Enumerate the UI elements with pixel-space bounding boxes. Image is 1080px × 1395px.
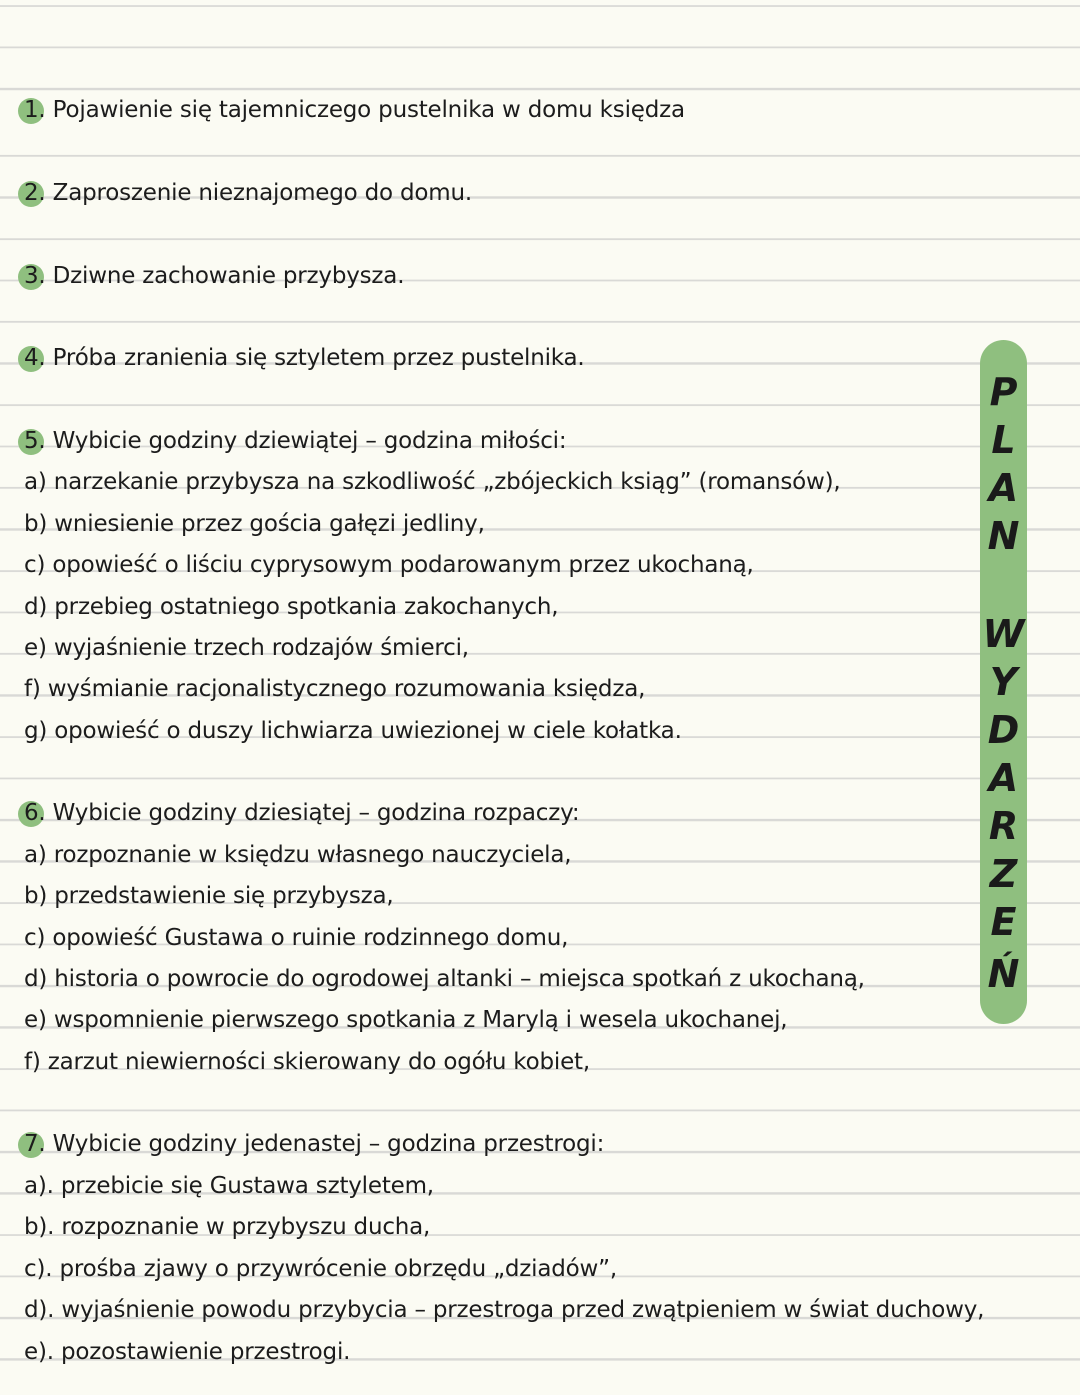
banner-letter: Y (989, 660, 1018, 704)
list-item: b) wniesienie przez gościa gałęzi jedliny, (24, 511, 485, 537)
banner-letter: Ń (987, 952, 1020, 996)
list-item: a). przebicie się Gustawa sztyletem, (24, 1173, 434, 1199)
section-text: Pojawienie się tajemniczego pustelnika w domu księdza (52, 97, 685, 123)
banner-letter: R (988, 804, 1019, 848)
list-item: g) opowieść o duszy lichwiarza uwiezionej w ciele kołatka. (24, 718, 682, 744)
section-text: Próba zranienia się sztyletem przez pustelnika. (52, 345, 585, 371)
list-item: a) narzekanie przybysza na szkodliwość „zbójeckich ksiąg” (romansów), (24, 469, 841, 495)
section-text: Wybicie godziny dziesiątej – godzina rozpaczy: (52, 800, 580, 826)
section-6-heading (24, 795, 579, 831)
section-number-badge: 2. (24, 175, 46, 211)
banner-letter: L (991, 418, 1016, 462)
banner-letter: D (987, 708, 1020, 752)
list-item: e). pozostawienie przestrogi. (24, 1339, 351, 1365)
section-text: Zaproszenie nieznajomego do domu. (52, 180, 472, 206)
section-number-badge: 3. (24, 258, 46, 294)
banner-letter: P (989, 370, 1018, 414)
section-4-heading (24, 340, 585, 376)
list-item: c). prośba zjawy o przywrócenie obrzędu „dziadów”, (24, 1256, 617, 1282)
section-text: Wybicie godziny dziewiątej – godzina miłości: (52, 428, 567, 454)
list-item: d) historia o powrocie do ogrodowej altanki – miejsca spotkań z ukochaną, (24, 966, 865, 992)
section-text: Dziwne zachowanie przybysza. (52, 263, 405, 289)
banner-letter: W (982, 612, 1025, 656)
list-item: e) wspomnienie pierwszego spotkania z Marylą i wesela ukochanej, (24, 1007, 788, 1033)
list-item: e) wyjaśnienie trzech rodzajów śmierci, (24, 635, 469, 661)
list-item: b) przedstawienie się przybysza, (24, 883, 394, 909)
banner-letter: A (988, 466, 1019, 510)
section-2-heading (24, 175, 472, 211)
banner-letter: A (988, 756, 1019, 800)
vertical-title-banner (980, 340, 1027, 1024)
section-number-badge: 4. (24, 340, 46, 376)
list-item: c) opowieść o liściu cyprysowym podarowanym przez ukochaną, (24, 552, 754, 578)
list-item: d). wyjaśnienie powodu przybycia – przestroga przed zwątpieniem w świat duchowy, (24, 1297, 985, 1323)
section-1-heading (24, 92, 685, 128)
list-item: f) zarzut niewierności skierowany do ogółu kobiet, (24, 1049, 590, 1075)
section-text: Wybicie godziny jedenastej – godzina przestrogi: (52, 1131, 605, 1157)
section-number-badge: 5. (24, 423, 46, 459)
banner-letter: E (990, 900, 1017, 944)
list-item: c) opowieść Gustawa o ruinie rodzinnego domu, (24, 925, 569, 951)
section-number-badge: 6. (24, 795, 46, 831)
section-number-badge: 7. (24, 1126, 46, 1162)
section-number-badge: 1. (24, 92, 46, 128)
section-3-heading (24, 258, 404, 294)
list-item: a) rozpoznanie w księdzu własnego nauczyciela, (24, 842, 572, 868)
banner-letter: N (987, 514, 1020, 558)
list-item: b). rozpoznanie w przybyszu ducha, (24, 1214, 431, 1240)
section-7-heading (24, 1126, 604, 1162)
list-item: f) wyśmianie racjonalistycznego rozumowania księdza, (24, 676, 646, 702)
list-item: d) przebieg ostatniego spotkania zakochanych, (24, 594, 559, 620)
section-5-heading (24, 423, 566, 459)
banner-letter: Z (989, 852, 1018, 896)
